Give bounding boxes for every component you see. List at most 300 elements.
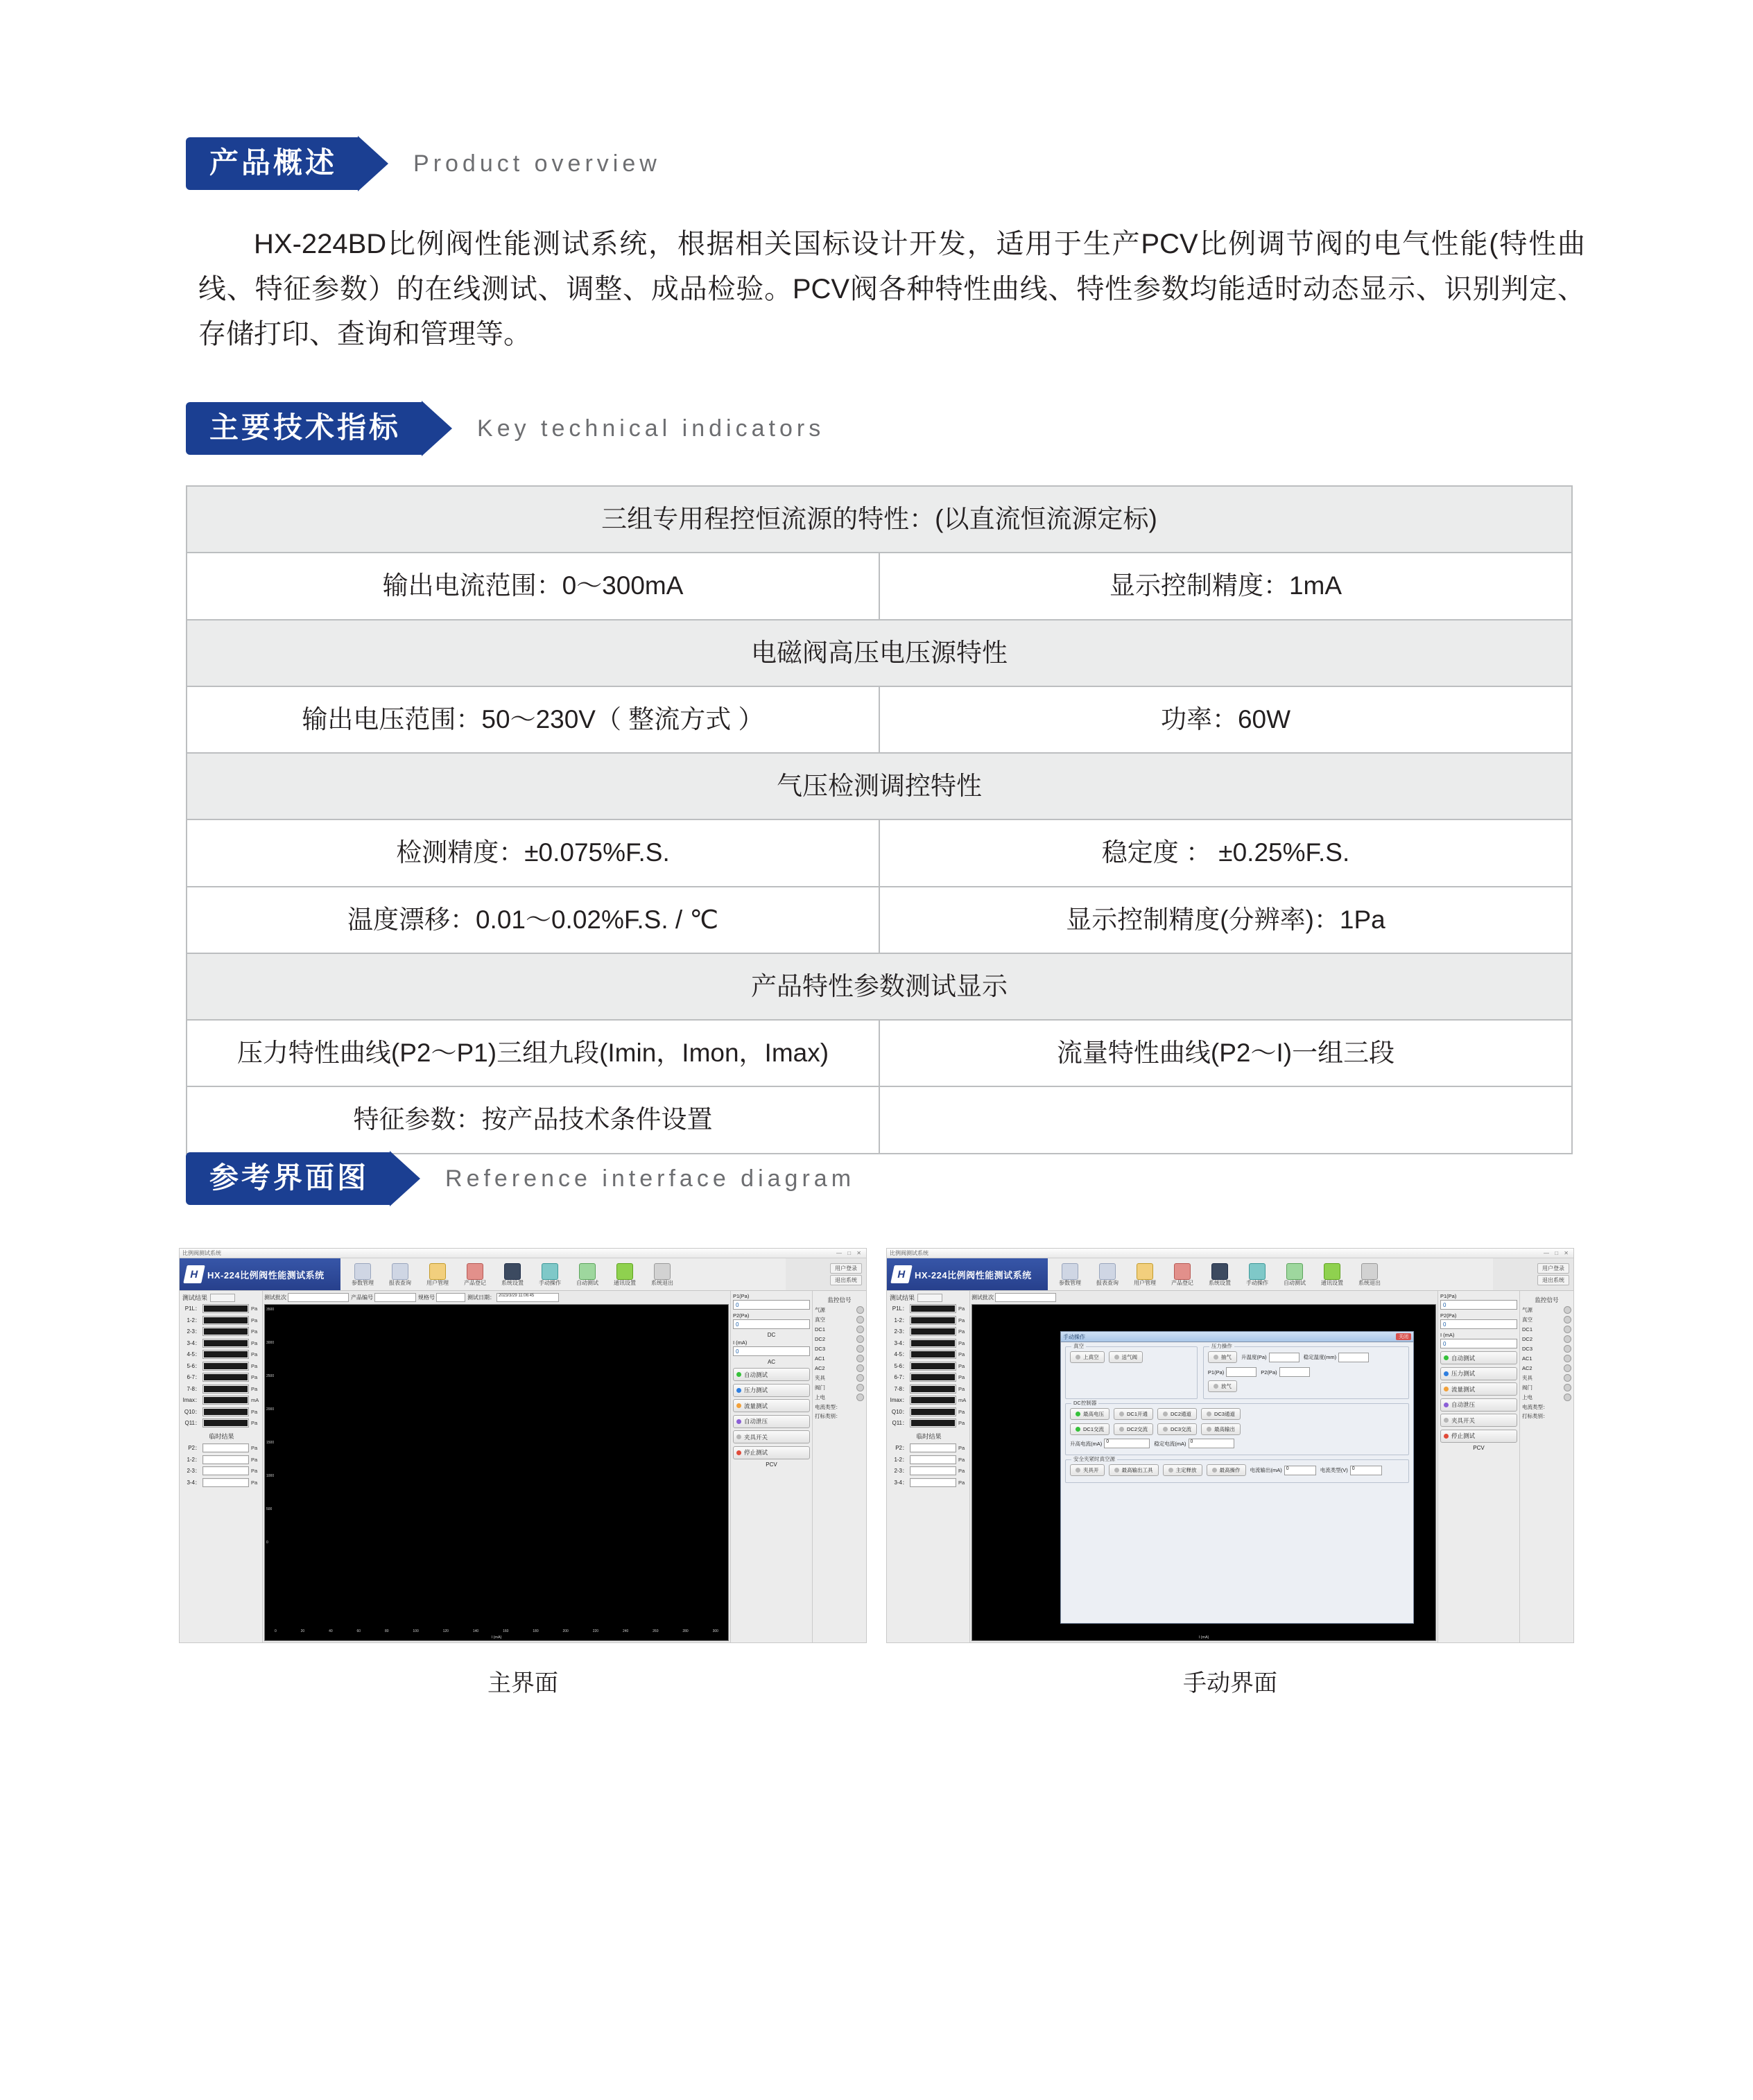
- release-button[interactable]: [1208, 1380, 1237, 1392]
- led-row: [1522, 1384, 1571, 1391]
- field-label: P1(Pa): [1207, 1369, 1225, 1376]
- field-label: 稳定电流(mA): [1154, 1440, 1186, 1447]
- result-row: [182, 1362, 261, 1371]
- status-dot-icon: [1168, 1468, 1173, 1473]
- fixture-group: [1065, 1456, 1409, 1483]
- table-cell: 检测精度：±0.075%F.S.: [187, 819, 879, 886]
- logo-icon: H: [890, 1265, 913, 1283]
- result-label: 6-7：: [187, 1374, 200, 1380]
- toolbar-button-8[interactable]: [644, 1262, 680, 1287]
- dc3-channel-button[interactable]: [1201, 1408, 1241, 1420]
- temp-value[interactable]: [910, 1443, 956, 1452]
- dialog-top-row: [1065, 1343, 1409, 1403]
- led-indicator-icon: [856, 1394, 864, 1401]
- temp-result-row: [182, 1443, 261, 1452]
- report-query-icon: [392, 1263, 408, 1280]
- result-unit: Pa: [251, 1374, 258, 1380]
- led-label: DC3: [815, 1346, 826, 1352]
- filter-bar: [972, 1293, 1436, 1302]
- max-output-tool-button[interactable]: [1109, 1464, 1159, 1476]
- status-dot-icon: [1212, 1468, 1217, 1473]
- result-value[interactable]: [910, 1418, 956, 1428]
- pressure-row-1: [1208, 1351, 1404, 1377]
- result-label: 7-8：: [187, 1385, 200, 1392]
- filter-batch-input[interactable]: [995, 1293, 1056, 1302]
- temp-results-title: 临时结果: [209, 1433, 234, 1440]
- led-row: [815, 1306, 864, 1314]
- result-swatch: [917, 1294, 942, 1302]
- stable-pressure-input[interactable]: [1338, 1353, 1369, 1362]
- section-en-indicators: Key technical indicators: [477, 415, 825, 442]
- section-tag-overview: 产品概述: [186, 137, 358, 190]
- dc2-ac-button[interactable]: [1114, 1423, 1153, 1435]
- toolbar-button-4[interactable]: [1202, 1262, 1238, 1287]
- chart-panel: [970, 1291, 1437, 1643]
- led-row: [815, 1374, 864, 1382]
- dc1-on-button[interactable]: [1114, 1408, 1153, 1420]
- toolbar-button-0[interactable]: [345, 1262, 381, 1287]
- stop-test-button[interactable]: [733, 1446, 810, 1459]
- temp-label: 2-3：: [894, 1468, 908, 1474]
- release-lock-button[interactable]: [1163, 1464, 1202, 1476]
- group-legend: 压力操作: [1209, 1342, 1234, 1350]
- filter-bar: [264, 1293, 729, 1302]
- temp-label: 2-3：: [187, 1468, 200, 1474]
- toolbar-label: 用户管理: [1134, 1280, 1156, 1287]
- app-title: HX-224比例阀性能测试系统: [915, 1269, 1032, 1281]
- table-cell: 输出电压范围：50～230V（ 整流方式 ）: [187, 686, 879, 753]
- exit-button[interactable]: 退出系统: [1537, 1275, 1569, 1285]
- x-tick: 140: [472, 1629, 479, 1633]
- led-row: [815, 1326, 864, 1333]
- fixture-switch-button[interactable]: [733, 1430, 810, 1443]
- status-dot-icon: [1114, 1468, 1119, 1473]
- x-tick: 180: [533, 1629, 539, 1633]
- system-settings-icon: [1211, 1263, 1228, 1280]
- section-tag-reference: 参考界面图: [186, 1152, 390, 1205]
- temp-unit: Pa: [958, 1456, 965, 1463]
- result-label: P1L：: [892, 1305, 908, 1312]
- manual-operation-icon: [542, 1263, 558, 1280]
- readout-value[interactable]: 0: [733, 1346, 810, 1356]
- auto-test-button[interactable]: [1440, 1351, 1517, 1364]
- section-header-indicators: [186, 401, 824, 456]
- result-value[interactable]: [202, 1373, 249, 1382]
- air-supply-button[interactable]: [1109, 1351, 1143, 1363]
- window-controls[interactable]: — □ ✕: [1544, 1250, 1571, 1256]
- result-value[interactable]: [910, 1385, 956, 1394]
- table-cell: 功率：60W: [879, 686, 1572, 753]
- main-toolbar: [340, 1258, 786, 1290]
- window-controls[interactable]: — □ ✕: [836, 1250, 863, 1256]
- toolbar-button-6[interactable]: [569, 1262, 605, 1287]
- status-dot-icon: [1444, 1434, 1449, 1439]
- result-value[interactable]: [202, 1304, 249, 1313]
- pump-button[interactable]: [1208, 1351, 1237, 1363]
- led-row: [1522, 1364, 1571, 1372]
- toolbar-button-2[interactable]: [420, 1262, 456, 1287]
- led-label: DC1: [1522, 1326, 1533, 1333]
- pcv-tag: PCV: [1473, 1445, 1485, 1451]
- toolbar-button-8[interactable]: [1352, 1262, 1388, 1287]
- readout-panel: [1437, 1291, 1519, 1643]
- toolbar-button-4[interactable]: [494, 1262, 530, 1287]
- table-cell: 稳定度 ： ±0.25%F.S.: [879, 819, 1572, 886]
- result-value[interactable]: [202, 1327, 249, 1336]
- pressure-test-button[interactable]: [1440, 1367, 1517, 1380]
- result-label: 5-6：: [187, 1362, 200, 1369]
- tag-arrow-icon: [422, 401, 452, 456]
- mark-type-note: 打标类别：: [1522, 1413, 1548, 1419]
- led-indicator-icon: [856, 1306, 864, 1314]
- temp-value[interactable]: [910, 1466, 956, 1475]
- max-output-button[interactable]: [1201, 1423, 1241, 1435]
- window-title-text: 比例阀测试系统: [182, 1250, 221, 1256]
- result-value[interactable]: [202, 1396, 249, 1405]
- field-label: 电流类型(V): [1320, 1467, 1348, 1473]
- x-tick: 260: [653, 1629, 659, 1633]
- table-row: [187, 953, 1572, 1020]
- temp-label: 1-2：: [894, 1456, 908, 1463]
- result-unit: Pa: [958, 1420, 965, 1426]
- filter-label: 规格号: [418, 1294, 435, 1301]
- auto-test-icon: [579, 1263, 596, 1280]
- toolbar-button-3[interactable]: [1164, 1262, 1200, 1287]
- result-value[interactable]: [202, 1316, 249, 1325]
- result-row: [182, 1339, 261, 1348]
- filter-batch-input[interactable]: [288, 1293, 349, 1302]
- button-label: 抽气: [1220, 1354, 1232, 1360]
- table-cell: 电磁阀高压电压源特性: [187, 620, 1572, 686]
- filter-label: 测试日期：: [467, 1294, 495, 1301]
- readout-value[interactable]: 0: [733, 1319, 810, 1329]
- max-operation-button[interactable]: [1207, 1464, 1246, 1476]
- readout-value[interactable]: 0: [733, 1300, 810, 1310]
- filter-date: [467, 1293, 559, 1302]
- system-exit-icon: [1361, 1263, 1378, 1280]
- button-label: 流量测试: [1451, 1385, 1476, 1393]
- result-value[interactable]: [202, 1350, 249, 1359]
- status-dot-icon: [1207, 1412, 1211, 1416]
- result-value[interactable]: [202, 1362, 249, 1371]
- toolbar-label: 手动操作: [539, 1280, 561, 1287]
- status-dot-icon: [1444, 1418, 1449, 1423]
- button-label: DC3交流: [1171, 1426, 1192, 1432]
- status-dot-icon: [1076, 1468, 1080, 1473]
- readout-value[interactable]: 0: [1440, 1319, 1517, 1329]
- temp-label: 1-2：: [187, 1456, 200, 1463]
- rise-pressure-field: [1241, 1353, 1299, 1362]
- app-header: [180, 1258, 866, 1291]
- user-manage-icon: [429, 1263, 446, 1280]
- temp-value[interactable]: [202, 1443, 249, 1452]
- temp-value[interactable]: [202, 1455, 249, 1464]
- result-value[interactable]: [202, 1407, 249, 1416]
- status-dot-icon: [1076, 1427, 1080, 1432]
- temp-result-row: [890, 1443, 968, 1452]
- flow-test-button[interactable]: [1440, 1382, 1517, 1396]
- p1-field: [1208, 1367, 1257, 1377]
- readout-label: P2(Pa): [733, 1312, 750, 1319]
- result-value[interactable]: [910, 1396, 956, 1405]
- screenshot-manual: [886, 1248, 1574, 1698]
- app-brand: [887, 1258, 1048, 1290]
- result-value[interactable]: [910, 1327, 956, 1336]
- dc2-channel-button[interactable]: [1157, 1408, 1197, 1420]
- flow-test-button[interactable]: [733, 1399, 810, 1412]
- temp-result-row: [182, 1455, 261, 1464]
- section-header-overview: [186, 136, 661, 191]
- button-label: 夹具开: [1083, 1467, 1099, 1473]
- led-label: AC2: [815, 1365, 825, 1371]
- x-tick: 20: [300, 1629, 305, 1633]
- led-row: [1522, 1345, 1571, 1353]
- result-value[interactable]: [910, 1362, 956, 1371]
- group-legend: DC控制器: [1071, 1399, 1098, 1407]
- chart-panel: [263, 1291, 730, 1643]
- result-row: [182, 1350, 261, 1359]
- close-icon[interactable]: 关闭: [1396, 1333, 1411, 1340]
- pressure-test-button[interactable]: [733, 1384, 810, 1397]
- table-row: [187, 819, 1572, 886]
- product-register-icon: [1174, 1263, 1191, 1280]
- logo-icon: H: [183, 1265, 205, 1283]
- table-cell: 显示控制精度(分辨率)：1Pa: [879, 887, 1572, 953]
- temp-unit: Pa: [251, 1456, 258, 1463]
- y-tick: 1000: [266, 1474, 275, 1478]
- table-cell: 产品特性参数测试显示: [187, 953, 1572, 1020]
- toolbar-label: 参数管理: [352, 1280, 374, 1287]
- login-button[interactable]: 用户登录: [830, 1263, 862, 1274]
- result-value[interactable]: [202, 1418, 249, 1428]
- result-label: Q10：: [184, 1408, 200, 1415]
- result-label: P1L：: [184, 1305, 200, 1312]
- vacuum-up-button[interactable]: [1070, 1351, 1105, 1363]
- p2-input[interactable]: [1279, 1367, 1310, 1377]
- x-tick: 200: [562, 1629, 569, 1633]
- dc-max-voltage-button[interactable]: [1070, 1408, 1109, 1420]
- result-value[interactable]: [910, 1316, 956, 1325]
- result-value[interactable]: [910, 1373, 956, 1382]
- app-brand: [180, 1258, 340, 1290]
- workspace: [180, 1291, 866, 1643]
- stable-current-field: [1154, 1439, 1234, 1448]
- table-cell: 特征参数：按产品技术条件设置: [187, 1086, 879, 1153]
- table-cell: [879, 1086, 1572, 1153]
- led-indicator-icon: [1564, 1355, 1571, 1362]
- user-box: [1493, 1258, 1573, 1290]
- button-label: 夹具开关: [1451, 1416, 1476, 1424]
- temp-unit: Pa: [251, 1468, 258, 1474]
- fixture-switch-button[interactable]: [1440, 1414, 1517, 1427]
- current-output-input[interactable]: 0: [1284, 1466, 1316, 1475]
- toolbar-button-7[interactable]: [1314, 1262, 1350, 1287]
- led-indicator-icon: [1564, 1316, 1571, 1324]
- pressure-row-2: [1208, 1380, 1404, 1392]
- action-buttons: [733, 1368, 810, 1459]
- stop-test-button[interactable]: [1440, 1430, 1517, 1443]
- led-indicator-icon: [1564, 1335, 1571, 1343]
- fixture-open-button[interactable]: [1070, 1464, 1105, 1476]
- current-type-input[interactable]: 0: [1350, 1466, 1382, 1475]
- dialog-titlebar: [1061, 1332, 1413, 1342]
- led-indicator-icon: [856, 1364, 864, 1372]
- led-indicator-icon: [1564, 1306, 1571, 1314]
- toolbar-label: 系统设置: [1209, 1280, 1231, 1287]
- result-value[interactable]: [202, 1339, 249, 1348]
- temp-value[interactable]: [910, 1478, 956, 1487]
- led-label: DC2: [815, 1336, 826, 1342]
- toolbar-button-6[interactable]: [1277, 1262, 1313, 1287]
- y-tick: 3000: [266, 1341, 275, 1345]
- led-indicator-icon: [856, 1345, 864, 1353]
- table-row: [187, 887, 1572, 953]
- button-label: 最高输出工具: [1121, 1467, 1153, 1473]
- filter-spec-input[interactable]: [436, 1293, 465, 1302]
- tag-arrow-icon: [358, 136, 388, 191]
- field-label: P2(Pa): [1261, 1369, 1277, 1376]
- result-label: Imax：: [890, 1397, 908, 1403]
- led-label: 真空: [1522, 1317, 1532, 1323]
- result-unit: Pa: [958, 1339, 965, 1346]
- result-row: [890, 1316, 968, 1325]
- system-settings-icon: [504, 1263, 521, 1280]
- status-dot-icon: [1444, 1403, 1449, 1407]
- readout-i: [1440, 1332, 1517, 1348]
- readout-label: P1(Pa): [733, 1293, 750, 1299]
- button-label: DC1开通: [1127, 1411, 1148, 1417]
- status-dot-icon: [1444, 1355, 1449, 1360]
- temp-unit: Pa: [251, 1479, 258, 1486]
- group-legend: 真空: [1071, 1342, 1086, 1350]
- status-dot-icon: [1163, 1412, 1168, 1416]
- dc3-ac-button[interactable]: [1157, 1423, 1197, 1435]
- ac-tag: AC: [767, 1359, 776, 1365]
- result-value[interactable]: [910, 1339, 956, 1348]
- dc-fields-row: [1070, 1439, 1404, 1448]
- toolbar-button-0[interactable]: [1052, 1262, 1088, 1287]
- dc-tag: DC: [767, 1332, 776, 1338]
- readout-value[interactable]: 0: [1440, 1339, 1517, 1348]
- results-title-text: 测试结果: [182, 1294, 208, 1301]
- result-row: [890, 1418, 968, 1428]
- y-tick: 1500: [266, 1441, 275, 1445]
- auto-test-icon: [1286, 1263, 1303, 1280]
- readout-p2: [733, 1312, 810, 1329]
- result-row: [182, 1396, 261, 1405]
- led-row: [1522, 1355, 1571, 1362]
- toolbar-label: 参数管理: [1059, 1280, 1081, 1287]
- result-unit: Pa: [958, 1385, 965, 1392]
- temp-value[interactable]: [910, 1455, 956, 1464]
- window-titlebar: [180, 1249, 866, 1258]
- result-label: 2-3：: [187, 1328, 200, 1335]
- led-indicator-icon: [856, 1316, 864, 1324]
- led-label: AC2: [1522, 1365, 1532, 1371]
- result-unit: Pa: [958, 1351, 965, 1357]
- login-button[interactable]: 用户登录: [1537, 1263, 1569, 1274]
- readout-panel: [730, 1291, 812, 1643]
- tag-arrow-icon: [390, 1151, 420, 1206]
- toolbar-button-5[interactable]: [1239, 1262, 1275, 1287]
- result-unit: Pa: [251, 1351, 258, 1357]
- toolbar-button-3[interactable]: [457, 1262, 493, 1287]
- system-exit-icon: [654, 1263, 671, 1280]
- exit-button[interactable]: 退出系统: [830, 1275, 862, 1285]
- monitor-title: 监控信号: [827, 1296, 852, 1303]
- result-value[interactable]: [910, 1350, 956, 1359]
- filter-date-input[interactable]: 2023/3/29 11:06:45: [496, 1293, 559, 1302]
- rise-current-input[interactable]: 0: [1104, 1439, 1150, 1448]
- result-label: Q11：: [892, 1420, 908, 1426]
- current-output-field: [1250, 1466, 1316, 1475]
- p1-input[interactable]: [1226, 1367, 1257, 1377]
- y-tick: 2000: [266, 1407, 275, 1412]
- dc1-ac-button[interactable]: [1070, 1423, 1109, 1435]
- table-row: [187, 553, 1572, 619]
- result-label: Imax：: [182, 1397, 200, 1403]
- auto-release-button[interactable]: [1440, 1398, 1517, 1412]
- auto-test-button[interactable]: [733, 1368, 810, 1381]
- spec-table: [186, 485, 1573, 1154]
- button-label: DC3通道: [1214, 1411, 1236, 1417]
- status-dot-icon: [1444, 1371, 1449, 1376]
- led-indicator-icon: [856, 1326, 864, 1333]
- toolbar-button-7[interactable]: [607, 1262, 643, 1287]
- dc-buttons-row-1: [1070, 1408, 1404, 1420]
- toolbar-button-5[interactable]: [532, 1262, 568, 1287]
- field-label: 升温度(Pa): [1241, 1354, 1267, 1360]
- led-indicator-icon: [856, 1374, 864, 1382]
- button-label: DC2交流: [1127, 1426, 1148, 1432]
- x-tick: 240: [622, 1629, 629, 1633]
- stable-pressure-field: [1304, 1353, 1370, 1362]
- led-row: [1522, 1306, 1571, 1314]
- app-title: HX-224比例阀性能测试系统: [207, 1269, 325, 1281]
- table-cell: 三组专用程控恒流源的特性：(以直流恒流源定标): [187, 486, 1572, 553]
- toolbar-button-1[interactable]: [1089, 1262, 1125, 1287]
- button-label: DC1交流: [1083, 1426, 1105, 1432]
- rise-pressure-input[interactable]: [1269, 1353, 1299, 1362]
- status-dot-icon: [736, 1372, 741, 1377]
- result-row: [890, 1373, 968, 1382]
- result-unit: Pa: [251, 1328, 258, 1335]
- action-buttons: [1440, 1351, 1517, 1443]
- result-swatch: [210, 1294, 235, 1302]
- pressure-group: [1203, 1343, 1409, 1399]
- temp-value[interactable]: [202, 1478, 249, 1487]
- x-tick: 220: [592, 1629, 599, 1633]
- led-label: DC2: [1522, 1336, 1533, 1342]
- toolbar-button-2[interactable]: [1127, 1262, 1163, 1287]
- result-label: 5-6：: [894, 1362, 908, 1369]
- filter-product-input[interactable]: [374, 1293, 416, 1302]
- toolbar-button-1[interactable]: [382, 1262, 418, 1287]
- status-dot-icon: [1114, 1355, 1119, 1360]
- result-value[interactable]: [202, 1385, 249, 1394]
- stable-current-input[interactable]: 0: [1189, 1439, 1234, 1448]
- auto-release-button[interactable]: [733, 1415, 810, 1428]
- temp-value[interactable]: [202, 1466, 249, 1475]
- result-row: [182, 1304, 261, 1313]
- result-row: [182, 1385, 261, 1394]
- temp-label: P2：: [188, 1445, 200, 1451]
- result-value[interactable]: [910, 1407, 956, 1416]
- window-titlebar: [887, 1249, 1573, 1258]
- result-label: 7-8：: [894, 1385, 908, 1392]
- result-value[interactable]: [910, 1304, 956, 1313]
- readout-value[interactable]: 0: [1440, 1300, 1517, 1310]
